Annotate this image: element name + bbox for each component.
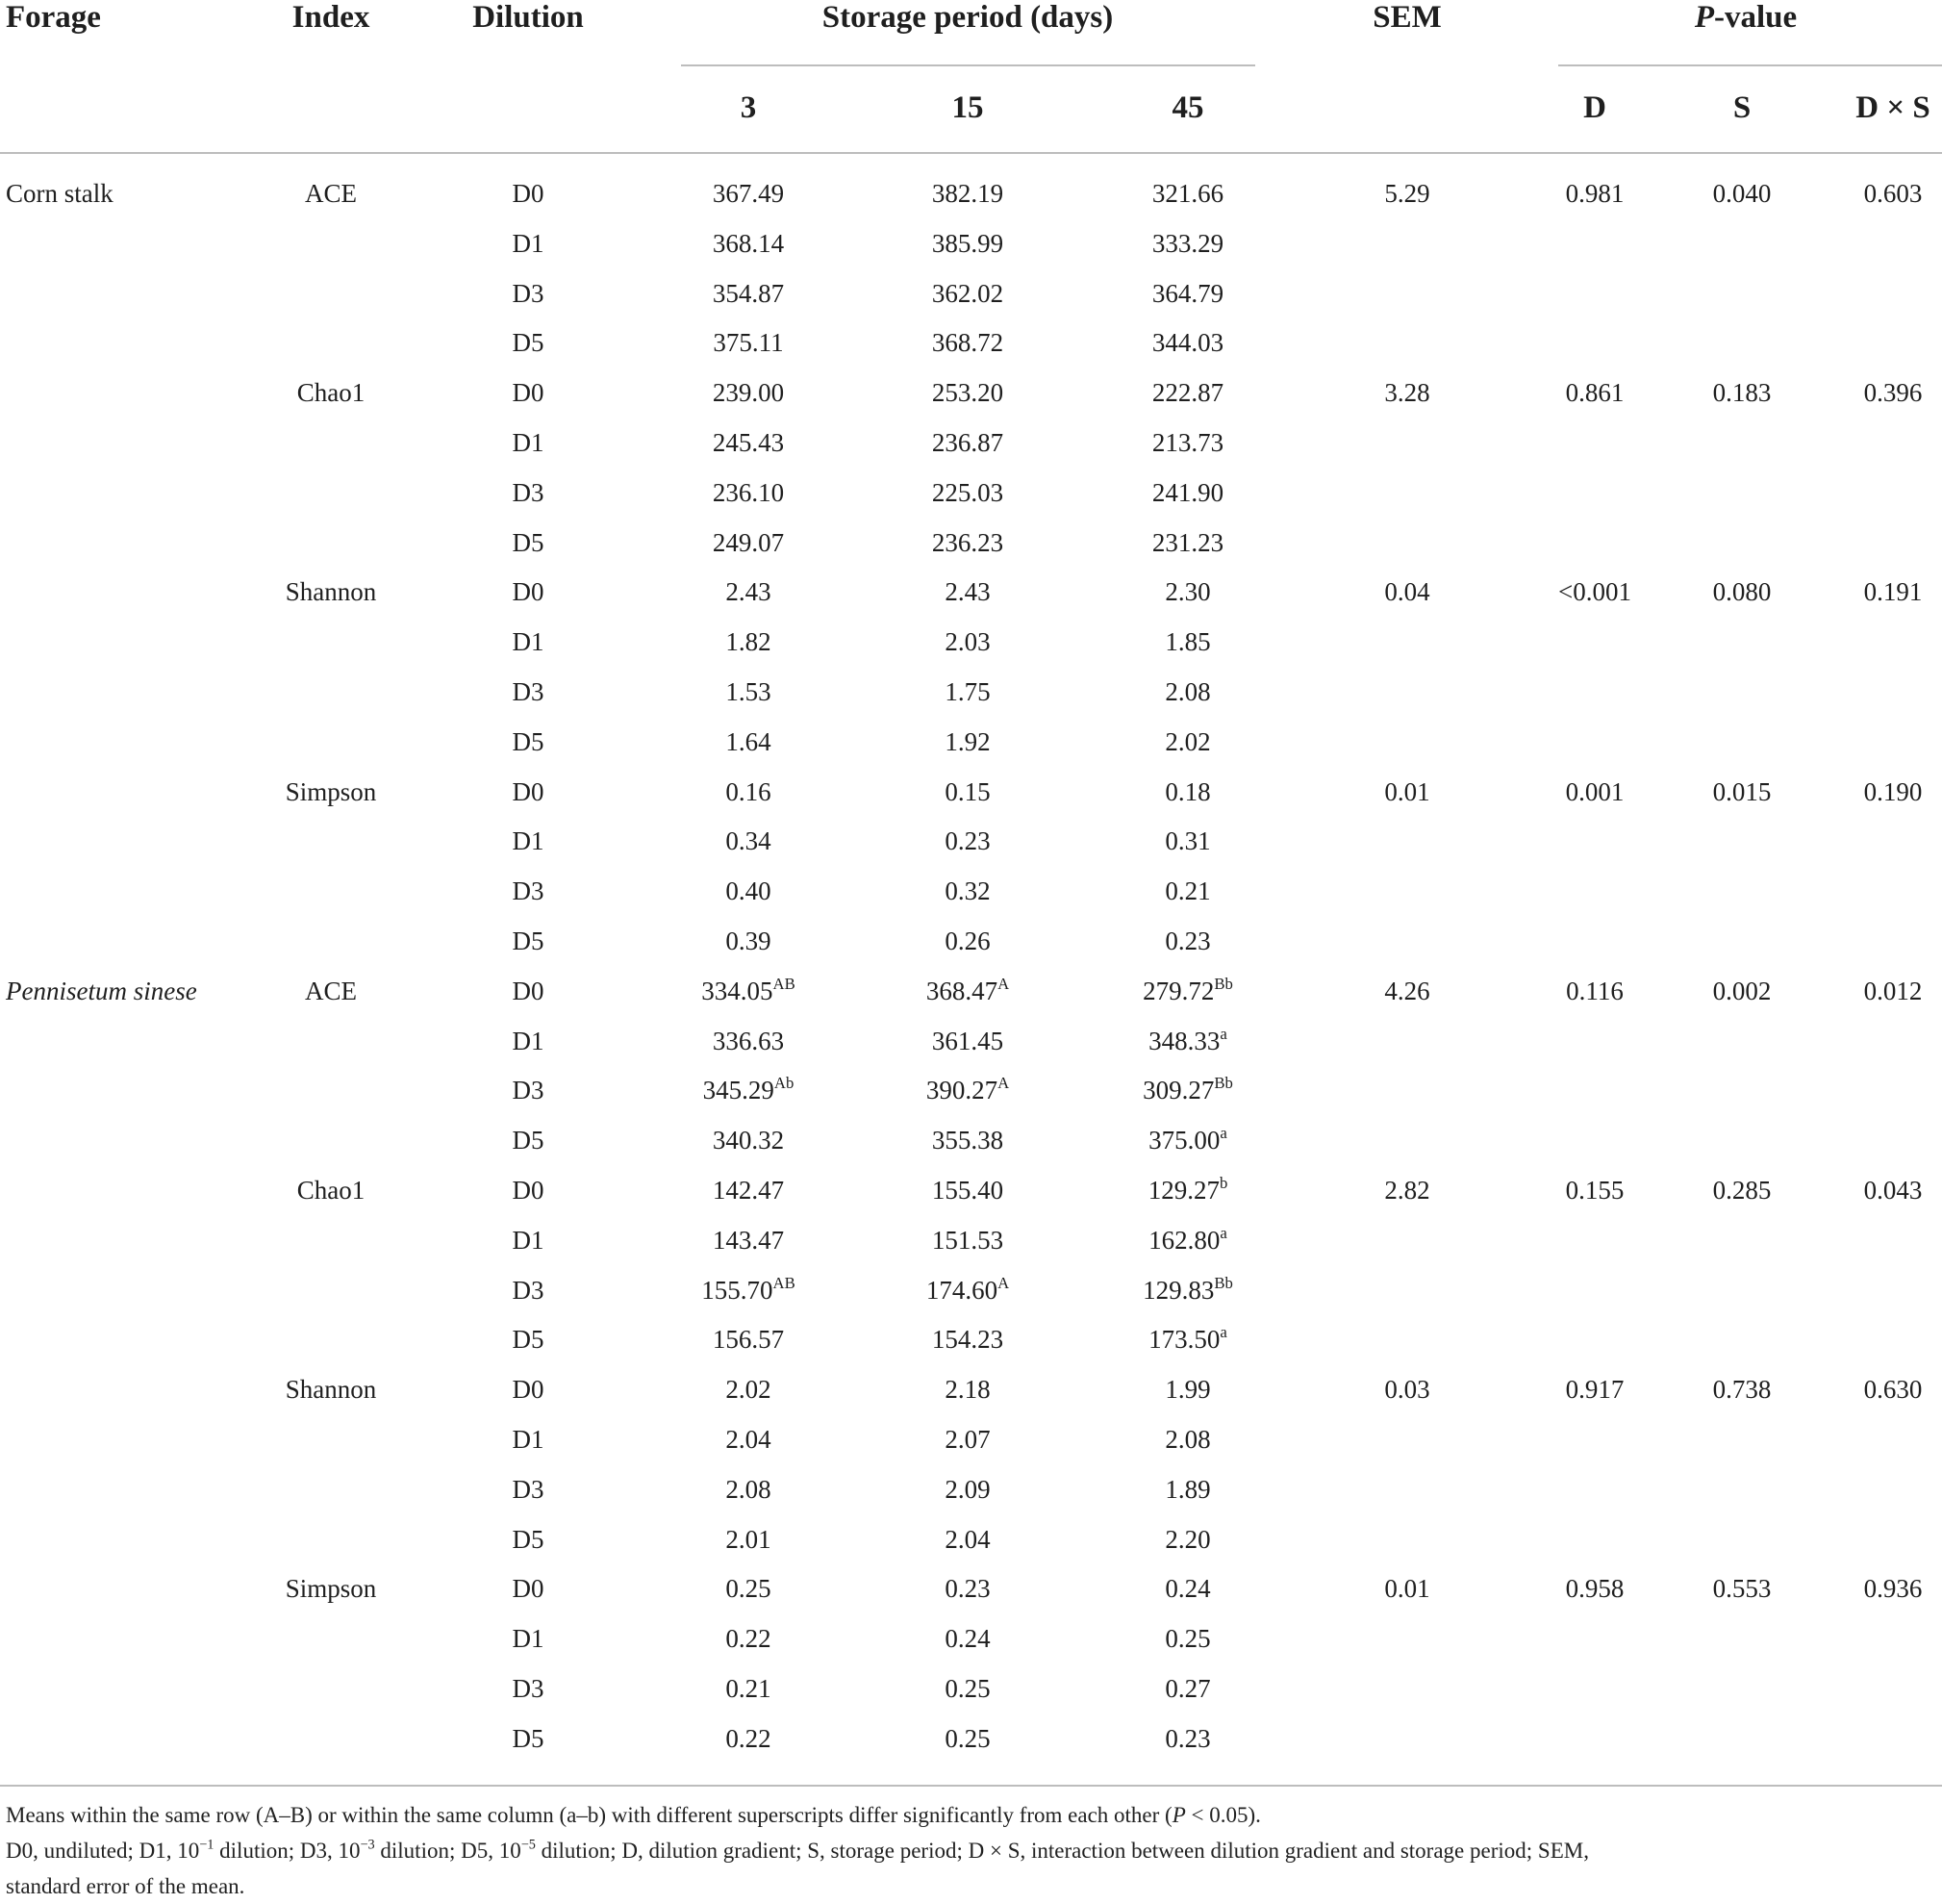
mean-value: 345.29	[702, 1076, 774, 1105]
mean-value-cell	[1152, 229, 1223, 259]
mean-value-cell	[1152, 179, 1223, 209]
mean-value: 340.32	[712, 1126, 785, 1155]
dilution-label: D5	[512, 527, 544, 557]
mean-value-cell	[1165, 677, 1210, 707]
mean-value: 321.66	[1151, 179, 1224, 208]
mean-value-cell	[932, 229, 1003, 259]
mean-value: 1.64	[725, 726, 771, 756]
p-value-cell: 0.396	[1863, 378, 1923, 408]
dilution-label: D3	[512, 876, 544, 906]
dilution-label: D3	[512, 1275, 544, 1305]
mean-value-cell	[1165, 1475, 1210, 1505]
mean-value: 0.22	[725, 1723, 771, 1753]
significance-superscript: Ab	[773, 1074, 794, 1093]
mean-value: 213.73	[1151, 428, 1224, 457]
mean-value: 0.31	[1165, 826, 1211, 856]
mean-value-cell	[1143, 974, 1233, 1006]
mean-value: 2.30	[1165, 577, 1211, 607]
sem-value: 2.82	[1384, 1176, 1430, 1205]
mean-value-cell	[713, 1226, 784, 1256]
mean-value: 375.11	[713, 328, 784, 358]
dilution-label: D0	[512, 976, 544, 1005]
mean-value: 0.25	[725, 1574, 771, 1604]
mean-value-cell	[1165, 1425, 1210, 1455]
mean-value: 0.18	[1165, 776, 1211, 806]
mean-value-cell	[1152, 328, 1223, 358]
header-p-s: S	[1732, 90, 1752, 125]
sem-value: 0.01	[1384, 776, 1430, 806]
mean-value: 222.87	[1151, 378, 1224, 408]
dilution-label: D1	[512, 228, 544, 258]
p-value-cell: 0.190	[1863, 776, 1923, 806]
mean-value-cell	[713, 179, 784, 209]
header-day-3: 3	[740, 90, 757, 125]
mean-value-cell	[932, 279, 1003, 309]
mean-value-cell	[725, 1475, 770, 1505]
mean-value: 279.72	[1143, 976, 1215, 1005]
mean-value: 241.90	[1151, 477, 1224, 507]
footnote-sem-definition: standard error of the mean.	[6, 1874, 245, 1898]
dilution-label: D1	[512, 627, 544, 657]
mean-value-cell	[1165, 777, 1210, 807]
mean-value-cell	[1165, 577, 1210, 607]
header-day-45: 45	[1172, 90, 1204, 125]
mean-value: 253.20	[931, 378, 1004, 408]
mean-value-cell	[945, 777, 990, 807]
mean-value: 0.39	[725, 927, 771, 955]
mean-value: 2.08	[725, 1474, 771, 1504]
mean-value: 236.23	[931, 527, 1004, 557]
header-day-15: 15	[951, 90, 984, 125]
dilution-label: D1	[512, 1425, 544, 1454]
mean-value-cell	[1165, 1724, 1210, 1754]
mean-value: 129.83	[1143, 1275, 1215, 1305]
mean-value: 2.08	[1165, 1425, 1211, 1454]
mean-value-cell	[1148, 1176, 1228, 1206]
p-value-cell: 0.015	[1712, 776, 1772, 806]
mean-value-cell	[945, 876, 990, 906]
storage-period-rule	[681, 64, 1255, 66]
mean-value-cell	[932, 478, 1003, 508]
significance-superscript: a	[1220, 1223, 1227, 1242]
p-value-cell: <0.001	[1558, 577, 1631, 607]
header-storage-period: Storage period (days)	[821, 0, 1114, 35]
mean-value-cell	[945, 727, 990, 757]
dilution-label: D0	[512, 179, 544, 208]
mean-value-cell	[725, 927, 770, 956]
mean-value-cell	[1165, 927, 1210, 956]
sem-value: 0.03	[1384, 1375, 1430, 1405]
sem-value: 4.26	[1384, 976, 1430, 1005]
mean-value-cell	[945, 927, 990, 956]
mean-value: 249.07	[712, 527, 785, 557]
mean-value-cell	[725, 1375, 770, 1405]
mean-value-cell	[1165, 727, 1210, 757]
mean-value: 236.87	[931, 428, 1004, 457]
mean-value: 0.16	[725, 776, 771, 806]
mean-value-cell	[713, 478, 784, 508]
dilution-label: D1	[512, 1624, 544, 1654]
significance-superscript: a	[1220, 1024, 1227, 1043]
table-bottom-rule	[0, 1785, 1942, 1787]
mean-value: 0.23	[945, 826, 991, 856]
mean-value-cell	[926, 1076, 1009, 1105]
p-value-cell: 0.603	[1863, 179, 1923, 208]
significance-superscript: a	[1220, 1124, 1227, 1143]
mean-value-cell	[713, 378, 784, 408]
mean-value: 225.03	[931, 477, 1004, 507]
index-label: Simpson	[285, 1574, 377, 1604]
mean-value: 2.43	[945, 577, 991, 607]
mean-value: 333.29	[1151, 228, 1224, 258]
mean-value: 0.23	[945, 1574, 991, 1604]
mean-value: 151.53	[931, 1225, 1004, 1255]
mean-value-cell	[1165, 876, 1210, 906]
mean-value: 1.89	[1165, 1474, 1211, 1504]
mean-value: 2.03	[945, 627, 991, 657]
mean-value-cell	[925, 1273, 1010, 1306]
mean-value-cell	[701, 1273, 795, 1306]
mean-value-cell	[945, 826, 990, 856]
mean-value: 0.25	[1165, 1624, 1211, 1654]
mean-value: 2.18	[945, 1375, 991, 1405]
mean-value-cell	[932, 1176, 1003, 1206]
mean-value-cell	[932, 428, 1003, 458]
p-value-cell: 0.958	[1565, 1574, 1625, 1604]
mean-value: 362.02	[931, 278, 1004, 308]
mean-value-cell	[725, 1724, 770, 1754]
mean-value-cell	[932, 1325, 1003, 1355]
p-value-cell: 0.917	[1565, 1375, 1625, 1405]
mean-value-cell	[945, 1425, 990, 1455]
p-value-cell: 0.116	[1566, 976, 1624, 1005]
mean-value-cell	[1165, 826, 1210, 856]
mean-value-cell	[932, 1226, 1003, 1256]
mean-value-cell	[713, 229, 784, 259]
mean-value: 385.99	[931, 228, 1004, 258]
mean-value: 0.24	[945, 1624, 991, 1654]
mean-value-cell	[1148, 1223, 1227, 1256]
mean-value: 162.80	[1148, 1225, 1221, 1255]
mean-value: 344.03	[1151, 328, 1224, 358]
mean-value-cell	[725, 1425, 770, 1455]
dilution-label: D5	[512, 726, 544, 756]
dilution-label: D5	[512, 927, 544, 955]
mean-value: 1.75	[945, 677, 991, 706]
mean-value-cell	[1152, 428, 1223, 458]
p-value-cell: 0.002	[1712, 976, 1772, 1005]
dilution-label: D0	[512, 776, 544, 806]
mean-value-cell	[725, 727, 770, 757]
mean-value: 0.23	[1165, 927, 1211, 955]
significance-superscript: A	[997, 974, 1010, 993]
mean-value-cell	[713, 1027, 784, 1056]
mean-value-cell	[932, 1027, 1003, 1056]
mean-value: 2.04	[945, 1524, 991, 1554]
mean-value-cell	[932, 179, 1003, 209]
mean-value-cell	[1148, 1126, 1227, 1155]
mean-value: 155.70	[701, 1275, 773, 1305]
mean-value-cell	[1165, 1375, 1210, 1405]
dilution-label: D5	[512, 1524, 544, 1554]
mean-value-cell	[1165, 627, 1210, 657]
mean-value-cell	[703, 1076, 794, 1105]
mean-value-cell	[701, 974, 795, 1006]
mean-value-cell	[945, 1674, 990, 1704]
mean-value: 129.27	[1148, 1176, 1220, 1205]
mean-value: 143.47	[712, 1225, 785, 1255]
sem-value: 3.28	[1384, 378, 1430, 408]
mean-value: 154.23	[931, 1325, 1004, 1355]
mean-value-cell	[725, 826, 770, 856]
dilution-label: D0	[512, 1574, 544, 1604]
mean-value: 0.21	[725, 1674, 771, 1703]
p-value-cell: 0.012	[1863, 976, 1923, 1005]
p-value-cell: 0.553	[1712, 1574, 1772, 1604]
mean-value-cell	[945, 1574, 990, 1604]
mean-value-cell	[1165, 1525, 1210, 1555]
mean-value-cell	[945, 1624, 990, 1654]
mean-value-cell	[713, 1176, 784, 1206]
p-value-cell: 0.861	[1565, 378, 1625, 408]
significance-superscript: Bb	[1214, 974, 1233, 993]
mean-value: 2.07	[945, 1425, 991, 1454]
mean-value: 2.02	[725, 1375, 771, 1405]
mean-value-cell	[945, 1475, 990, 1505]
dilution-label: D0	[512, 577, 544, 607]
index-label: Shannon	[285, 577, 377, 607]
mean-value-cell	[1152, 378, 1223, 408]
mean-value-cell	[925, 974, 1010, 1006]
mean-value: 361.45	[931, 1026, 1004, 1055]
mean-value: 231.23	[1151, 527, 1224, 557]
significance-superscript: Bb	[1214, 1273, 1233, 1292]
p-value-cell: 0.981	[1565, 179, 1625, 208]
header-bottom-rule	[0, 152, 1942, 154]
mean-value: 0.23	[1165, 1723, 1211, 1753]
mean-value: 0.40	[725, 876, 771, 906]
p-value-cell: 0.738	[1712, 1375, 1772, 1405]
header-dilution: Dilution	[472, 0, 584, 35]
mean-value-cell	[945, 1525, 990, 1555]
mean-value-cell	[1143, 1273, 1233, 1306]
mean-value: 390.27	[925, 1076, 998, 1105]
mean-value-cell	[725, 1624, 770, 1654]
mean-value-cell	[1165, 1674, 1210, 1704]
mean-value: 1.53	[725, 677, 771, 706]
significance-superscript: a	[1220, 1323, 1227, 1342]
mean-value: 2.20	[1165, 1524, 1211, 1554]
mean-value: 155.40	[931, 1176, 1004, 1205]
mean-value-cell	[945, 1375, 990, 1405]
significance-superscript: b	[1219, 1174, 1228, 1193]
index-label: Simpson	[285, 776, 377, 806]
mean-value-cell	[932, 1126, 1003, 1155]
mean-value: 382.19	[931, 179, 1004, 208]
p-value-cell: 0.043	[1863, 1176, 1923, 1205]
mean-value-cell	[945, 627, 990, 657]
dilution-label: D3	[512, 1474, 544, 1504]
mean-value: 174.60	[925, 1275, 998, 1305]
dilution-label: D0	[512, 1375, 544, 1405]
mean-value-cell	[1143, 1076, 1233, 1105]
significance-superscript: A	[997, 1273, 1010, 1292]
dilution-label: D1	[512, 428, 544, 457]
mean-value: 348.33	[1148, 1026, 1221, 1055]
dilution-label: D0	[512, 1176, 544, 1205]
index-label: Shannon	[285, 1375, 377, 1405]
p-value-rule	[1558, 64, 1942, 66]
mean-value-cell	[725, 627, 770, 657]
mean-value-cell	[932, 328, 1003, 358]
p-value-cell: 0.080	[1712, 577, 1772, 607]
p-value-cell: 0.191	[1863, 577, 1923, 607]
mean-value: 0.15	[945, 776, 991, 806]
mean-value-cell	[725, 777, 770, 807]
mean-value-cell	[725, 876, 770, 906]
mean-value: 354.87	[712, 278, 785, 308]
mean-value: 0.25	[945, 1723, 991, 1753]
p-value-cell: 0.285	[1712, 1176, 1772, 1205]
dilution-label: D1	[512, 826, 544, 856]
mean-value: 2.02	[1165, 726, 1211, 756]
significance-superscript: AB	[772, 974, 795, 993]
dilution-label: D5	[512, 1723, 544, 1753]
header-forage: Forage	[6, 0, 101, 35]
mean-value: 364.79	[1151, 278, 1224, 308]
mean-value: 375.00	[1148, 1126, 1221, 1155]
mean-value-cell	[1152, 279, 1223, 309]
mean-value-cell	[725, 577, 770, 607]
mean-value-cell	[725, 1574, 770, 1604]
mean-value-cell	[1152, 478, 1223, 508]
dilution-label: D5	[512, 328, 544, 358]
header-index: Index	[291, 0, 370, 35]
mean-value-cell	[1165, 1624, 1210, 1654]
mean-value: 334.05	[701, 976, 773, 1005]
dilution-label: D5	[512, 1126, 544, 1155]
mean-value: 367.49	[712, 179, 785, 208]
header-p-d: D	[1583, 90, 1606, 125]
forage-label: Corn stalk	[6, 179, 113, 208]
header-p-value: P-value	[1694, 0, 1798, 35]
sem-value: 0.01	[1384, 1574, 1430, 1604]
footnote-significance: Means within the same row (A–B) or within the same column (a–b) with different superscripts differ significantly from each other (P < 0.05).	[6, 1803, 1261, 1827]
significance-superscript: Bb	[1214, 1074, 1233, 1093]
mean-value: 1.92	[945, 726, 991, 756]
p-value-cell: 0.630	[1863, 1375, 1923, 1405]
mean-value: 236.10	[712, 477, 785, 507]
mean-value-cell	[932, 528, 1003, 558]
significance-superscript: A	[997, 1074, 1010, 1093]
index-label: ACE	[305, 976, 357, 1005]
mean-value: 2.04	[725, 1425, 771, 1454]
mean-value-cell	[945, 1724, 990, 1754]
mean-value: 2.09	[945, 1474, 991, 1504]
mean-value: 0.25	[945, 1674, 991, 1703]
mean-value: 0.32	[945, 876, 991, 906]
mean-value: 1.99	[1165, 1375, 1211, 1405]
mean-value-cell	[713, 1325, 784, 1355]
significance-superscript: AB	[772, 1273, 795, 1292]
dilution-label: D3	[512, 677, 544, 706]
mean-value-cell	[1148, 1325, 1227, 1355]
mean-value-cell	[713, 279, 784, 309]
dilution-label: D5	[512, 1325, 544, 1355]
mean-value-cell	[945, 577, 990, 607]
header-p-dxs: D × S	[1855, 90, 1930, 125]
mean-value: 336.63	[712, 1026, 785, 1055]
mean-value-cell	[1152, 528, 1223, 558]
mean-value-cell	[725, 677, 770, 707]
mean-value-cell	[1148, 1024, 1227, 1056]
p-value-cell: 0.183	[1712, 378, 1772, 408]
mean-value-cell	[932, 378, 1003, 408]
dilution-label: D3	[512, 477, 544, 507]
mean-value: 2.01	[725, 1524, 771, 1554]
mean-value: 2.08	[1165, 677, 1211, 706]
mean-value: 239.00	[712, 378, 785, 408]
mean-value: 156.57	[712, 1325, 785, 1355]
index-label: Chao1	[296, 378, 366, 408]
mean-value: 1.82	[725, 627, 771, 657]
mean-value: 0.24	[1165, 1574, 1211, 1604]
mean-value: 1.85	[1165, 627, 1211, 657]
mean-value: 0.21	[1165, 876, 1211, 906]
mean-value-cell	[713, 528, 784, 558]
mean-value: 368.47	[925, 976, 998, 1005]
mean-value-cell	[713, 328, 783, 358]
mean-value-cell	[945, 677, 990, 707]
dilution-label: D3	[512, 1674, 544, 1703]
mean-value: 142.47	[712, 1176, 785, 1205]
sem-value: 5.29	[1384, 179, 1430, 208]
mean-value: 355.38	[931, 1126, 1004, 1155]
mean-value-cell	[725, 1674, 770, 1704]
dilution-label: D1	[512, 1225, 544, 1255]
mean-value: 309.27	[1143, 1076, 1215, 1105]
mean-value: 368.14	[712, 228, 785, 258]
index-label: ACE	[305, 179, 357, 208]
sem-value: 0.04	[1384, 577, 1430, 607]
mean-value: 368.72	[931, 328, 1004, 358]
forage-label: Pennisetum sinese	[6, 976, 197, 1005]
mean-value: 0.22	[725, 1624, 771, 1654]
p-value-cell: 0.001	[1565, 776, 1625, 806]
footnote-abbreviations: D0, undiluted; D1, $10^{-1}$ dilution; D3, $10^{-3}$ dilution; D5, $10^{-5}$ dilution; D, dilution gradient; S, storage period; D × S, interaction between dilution gradient and storage period; SEM,	[6, 1837, 1589, 1863]
mean-value: 245.43	[712, 428, 785, 457]
index-label: Chao1	[296, 1176, 366, 1205]
mean-value: 173.50	[1148, 1325, 1221, 1355]
mean-value: 0.26	[945, 927, 991, 955]
p-value-cell: 0.040	[1712, 179, 1772, 208]
mean-value-cell	[725, 1525, 770, 1555]
mean-value-cell	[1165, 1574, 1210, 1604]
p-value-cell: 0.936	[1863, 1574, 1923, 1604]
mean-value: 0.27	[1165, 1674, 1211, 1703]
mean-value: 2.43	[725, 577, 771, 607]
p-value-cell: 0.155	[1565, 1176, 1625, 1205]
dilution-label: D0	[512, 378, 544, 408]
mean-value: 0.34	[725, 826, 771, 856]
dilution-label: D3	[512, 278, 544, 308]
mean-value-cell	[713, 1126, 784, 1155]
mean-value-cell	[713, 428, 784, 458]
header-sem: SEM	[1373, 0, 1442, 35]
dilution-label: D3	[512, 1076, 544, 1105]
dilution-label: D1	[512, 1026, 544, 1055]
